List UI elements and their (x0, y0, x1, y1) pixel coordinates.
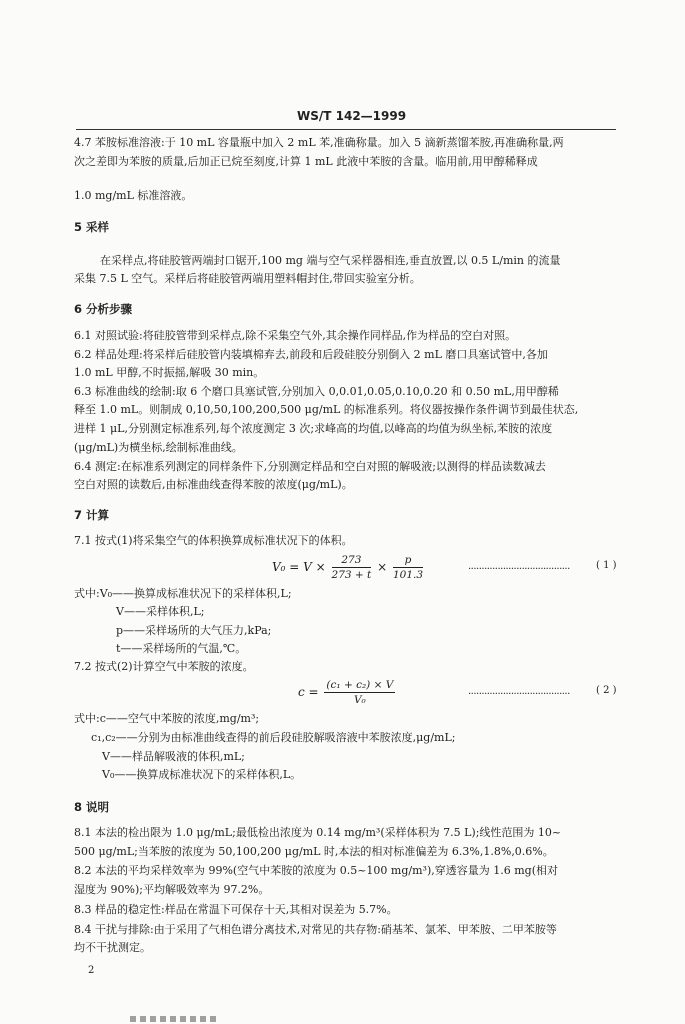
formula-2-numerator: (c₁ + c₂) × V (326, 679, 394, 691)
section-8-title: 8 说明 (74, 800, 110, 814)
formula-2-fraction (324, 678, 395, 707)
page-number: 2 (88, 965, 95, 976)
formula-1-lhs: V₀ = V × (272, 560, 326, 574)
section-6-2-line-2: 1.0 mL 甲醇,不时振摇,解吸 30 min。 (74, 366, 265, 379)
scan-artifact (130, 1016, 220, 1022)
section-4-7-line-3: 1.0 mg/mL 标准溶液。 (74, 189, 193, 202)
section-8-4-line-2: 均不干扰测定。 (74, 941, 151, 954)
section-5-title: 5 采样 (74, 220, 110, 234)
section-7-2: 7.2 按式(2)计算空气中苯胺的浓度。 (74, 660, 254, 673)
formula-2-label: ( 2 ) (596, 685, 617, 696)
section-8-2-line-2: 湿度为 90%);平均解吸效率为 97.2%。 (74, 883, 270, 896)
section-6-4-line-1: 6.4 测定:在标准系列测定的同样条件下,分别测定样品和空白对照的解吸液;以测得的样品读数减去 (74, 460, 546, 473)
where-1-line-1: 式中:V₀——换算成标准状况下的采样体积,L; (74, 587, 292, 600)
formula-1-label: ( 1 ) (596, 560, 617, 571)
section-8-1-line-2: 500 μg/mL;当苯胺的浓度为 50,100,200 μg/mL 时,本法的相对标准偏差为 6.3%,1.8%,0.6%。 (74, 845, 554, 858)
where-2-line-2: c₁,c₂——分别为由标准曲线查得的前后段硅胶解吸溶液中苯胺浓度,μg/mL; (91, 731, 456, 744)
formula-1-fraction-2 (393, 553, 423, 582)
section-6-3-line-4: (μg/mL)为横坐标,绘制标准曲线。 (74, 441, 243, 454)
section-8-3: 8.3 样品的稳定性:样品在常温下可保存十天,其相对误差为 5.7%。 (74, 903, 398, 916)
header-rule (76, 129, 616, 130)
section-6-2-line-1: 6.2 样品处理:将采样后硅胶管内装填棉弃去,前段和后段硅胶分别倒入 2 mL 磨口具塞试管中,各加 (74, 348, 548, 361)
section-6-3-line-1: 6.3 标准曲线的绘制:取 6 个磨口具塞试管,分别加入 0,0.01,0.05,0.10,0.20 和 0.50 mL,用甲醇稀 (74, 385, 559, 398)
formula-2-denominator: V₀ (353, 694, 366, 706)
section-5-line-1: 在采样点,将硅胶管两端封口锯开,100 mg 端与空气采样器相连,垂直放置,以 0.5 L/min 的流量 (100, 254, 561, 267)
section-7-title: 7 计算 (74, 508, 110, 522)
formula-1-fraction-1 (332, 553, 372, 582)
section-6-3-line-3: 进样 1 μL,分别测定标准系列,每个浓度测定 3 次;求峰高的均值,以峰高的均值为纵坐标,苯胺的浓度 (74, 422, 553, 435)
formula-1-times: × (377, 560, 388, 574)
section-8-2-line-1: 8.2 本法的平均采样效率为 99%(空气中苯胺的浓度为 0.5~100 mg/m³),穿透容量为 1.6 mg(相对 (74, 864, 558, 877)
formula-2 (298, 678, 397, 707)
formula-2-lhs: c = (298, 685, 319, 699)
where-2-line-1: 式中:c——空气中苯胺的浓度,mg/m³; (74, 712, 260, 725)
section-5-line-2: 采集 7.5 L 空气。采样后将硅胶管两端用塑料帽封住,带回实验室分析。 (74, 272, 421, 285)
section-4-7-line-2: 次之差即为苯胺的质量,后加正已烷至刻度,计算 1 mL 此液中苯胺的含量。临用前,用甲醇稀释成 (74, 155, 538, 168)
formula-1-denominator-1: 273 + t (331, 569, 372, 581)
formula-1-numerator-2: p (393, 553, 423, 568)
where-1-line-4: t——采样场所的气温,℃。 (116, 642, 247, 655)
formula-2-leader-dots: ...................................... (468, 686, 570, 697)
section-6-4-line-2: 空白对照的读数后,由标准曲线查得苯胺的浓度(μg/mL)。 (74, 478, 353, 491)
where-1-line-3: p——采样场所的大气压力,kPa; (116, 624, 272, 637)
formula-1-numerator-1: 273 (332, 553, 372, 568)
section-4-7-line-1: 4.7 苯胺标准溶液:于 10 mL 容量瓶中加入 2 mL 苯,准确称量。加入 5 滴新蒸馏苯胺,再准确称量,两 (74, 136, 564, 149)
section-7-1: 7.1 按式(1)将采集空气的体积换算成标准状况下的体积。 (74, 534, 353, 547)
section-6-1: 6.1 对照试验:将硅胶管带到采样点,除不采集空气外,其余操作同样品,作为样品的空白对照。 (74, 329, 517, 342)
section-8-1-line-1: 8.1 本法的检出限为 1.0 μg/mL;最低检出浓度为 0.14 mg/m³(采样体积为 7.5 L);线性范围为 10~ (74, 826, 562, 839)
section-6-title: 6 分析步骤 (74, 302, 133, 316)
formula-1 (272, 553, 425, 582)
section-8-4-line-1: 8.4 干扰与排除:由于采用了气相色谱分离技术,对常见的共存物:硝基苯、氯苯、甲苯胺、二甲苯胺等 (74, 923, 557, 936)
section-6-3-line-2: 释至 1.0 mL。则制成 0,10,50,100,200,500 μg/mL 的标准系列。将仪器按操作条件调节到最佳状态, (74, 403, 579, 416)
where-2-line-4: V₀——换算成标准状况下的采样体积,L。 (102, 768, 302, 781)
formula-1-leader-dots: ...................................... (468, 561, 570, 572)
formula-1-denominator-2: 101.3 (392, 569, 424, 581)
where-2-line-3: V——样品解吸液的体积,mL; (102, 750, 245, 763)
standard-code: WS/T 142—1999 (297, 109, 407, 123)
where-1-line-2: V——采样体积,L; (116, 605, 205, 618)
